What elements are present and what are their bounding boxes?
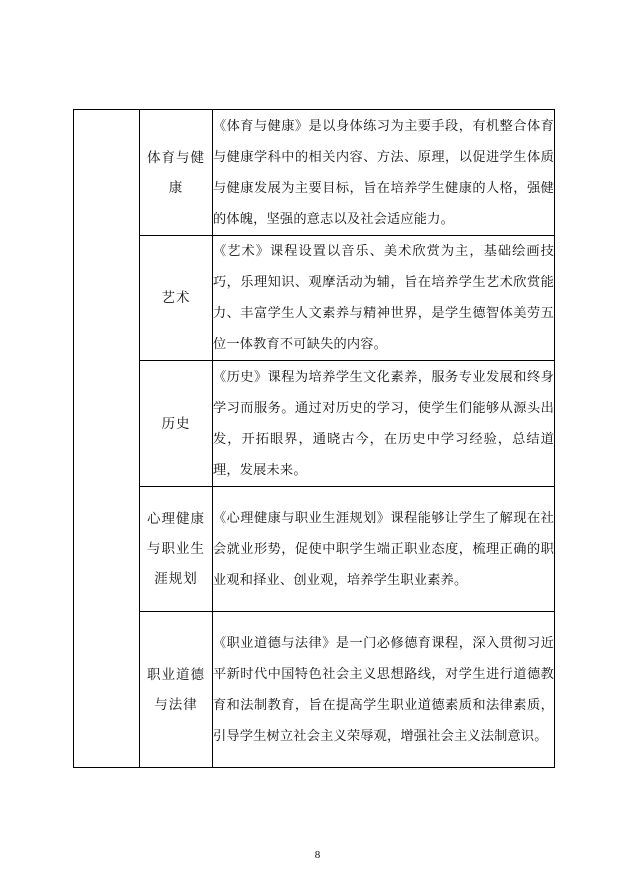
- course-description: 《艺术》课程设置以音乐、美术欣赏为主，基础绘画技巧，乐理知识、观摩活动为辅，旨在培养学生艺术欣赏能力、丰富学生人文素养与精神世界，是学生德智体美劳五位一体教育不可缺失的内容。: [213, 244, 554, 352]
- course-name: 艺术: [161, 290, 191, 306]
- course-description-cell: [213, 236, 555, 361]
- table-row: [74, 110, 555, 236]
- course-name: 体育与健康: [147, 149, 205, 196]
- table-row: [74, 236, 555, 361]
- course-name-cell: [140, 236, 213, 361]
- course-description: 《历史》课程为培养学生文化素养，服务专业发展和终身学习而服务。通过对历史的学习，使学生们能够从源头出发，开拓眼界，通晓古今，在历史中学习经验，总结道理，发展未来。: [213, 369, 554, 478]
- course-description-cell: [213, 361, 555, 487]
- course-table: [73, 109, 555, 768]
- page-number: 8: [314, 849, 321, 861]
- course-name-cell: [140, 612, 213, 768]
- course-name-cell: [140, 361, 213, 487]
- table-row: [74, 361, 555, 487]
- table-row: [74, 612, 555, 768]
- course-description: 《职业道德与法律》是一门必修德育课程，深入贯彻习近平新时代中国特色社会主义思想路线，对学生进行道德教育和法制教育，旨在提高学生职业道德素质和法律素质，引导学生树立社会主义荣辱观，增强社会主义法制意识。: [213, 635, 554, 744]
- course-description: 《心理健康与职业生涯规划》课程能够让学生了解现在社会就业形势，促使中职学生端正职业态度，梳理正确的职业观和择业、创业观，培养学生职业素养。: [213, 510, 554, 588]
- course-name: 职业道德与法律: [147, 666, 205, 713]
- course-name: 心理健康与职业生涯规划: [147, 511, 205, 587]
- course-name: 历史: [161, 415, 191, 432]
- category-cell: [74, 110, 140, 768]
- table-row: [74, 487, 555, 612]
- course-description-cell: [213, 110, 555, 236]
- course-name-cell: [140, 110, 213, 236]
- course-name-cell: [140, 487, 213, 612]
- course-description-cell: [213, 487, 555, 612]
- course-description: 《体育与健康》是以身体练习为主要手段，有机整合体育与健康学科中的相关内容、方法、原理，以促进学生体质与健康发展为主要目标，旨在培养学生健康的人格，强健的体魄，坚强的意志以及社会适应能力。: [213, 118, 554, 227]
- course-description-cell: [213, 612, 555, 768]
